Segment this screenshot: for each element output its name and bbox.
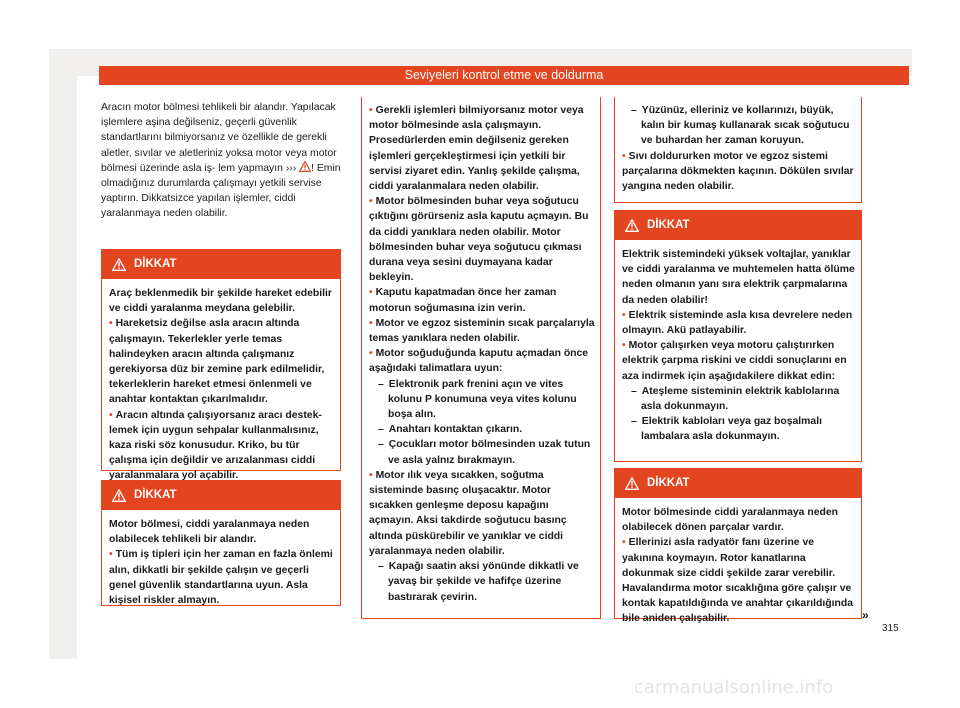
sub-item: – Anahtarı kontaktan çıkarın. (378, 424, 523, 436)
sub-item: – Ateşleme sisteminin elektrik kablolarına asla dokunmayın. (631, 385, 840, 413)
warning-header (615, 211, 861, 240)
section-title: Seviyeleri kontrol etme ve doldurma (404, 68, 604, 82)
sub-item: – Çocukları motor bölmesinden uzak tutun ve asla yalnız bırakmayın. (378, 439, 591, 466)
warning-body (622, 247, 856, 445)
bullet-item: • Motor soğuduğunda kaputu açmadan önce aşağıdaki talimatlara uyun: (369, 348, 589, 375)
sub-text: Elektronik park frenini açın ve vites kolunu P konumuna veya vites kolunu boşa alın. (388, 378, 577, 421)
warning-box-continued-2 (614, 97, 862, 203)
bullet-text: Motor ılık veya sıcakken, soğutma sisteminde basınç oluşacaktır. Motor sıcakken genleşme deposu kapağını açmayın. Aksi takdirde soğutucu basınç altında püskürebilir ve yanıklar ve ciddi yaralanmaya neden olabilir. (369, 469, 567, 557)
warning-intro: Elektrik sistemindeki yüksek voltajlar, yanıklar ve ciddi yaralanma ve muhtemelen hatta ölüme neden olmanın yanı sıra elektrik çarpmalarına da neden olabilir! (622, 249, 855, 306)
warning-label: DİKKAT (134, 489, 177, 501)
bullet-item: • Gerekli işlemleri bilmiyorsanız motor veya motor bölmesinde asla çalışmayın. Prosedürlerden emin değilseniz gereken işlemleri gerçekleştirmesi için yetkili bir servisi ziyaret edin. Yanlış şekilde çalışma, ciddi yaralanmalara neden olabilir. (369, 105, 584, 193)
warning-icon (625, 477, 639, 490)
bullet-item: • Kaputu kapatmadan önce her zaman motorun soğumasına izin verin. (369, 287, 557, 314)
sub-item: – Kapağı saatin aksi yönünde dikkatli ve yavaş bir şekilde ve hafifçe üzerine bastırarak çevirin. (378, 561, 579, 603)
bullet-item: • Hareketsiz değilse asla aracın altında çalışmayın. Tekerlekler yerle temas halindeyken aracın altında çalışmanız gerekiyorsa düz bir zemine park edilmelidir, tekerleklerin hareket etmesi önlenmeli ve anahtar kontaktan çıkarılmalıdır. (109, 318, 325, 406)
bullet-item: • Ellerinizi asla radyatör fanı üzerine ve yakınına koymayın. Rotor kanatlarına dokunmak size ciddi şekilde zarar verebilir. Havalandırma motor sıcaklığına göre çalışır ve kontak kapatıldığında ve anahtar çıkarıldığında bile aniden çalışabilir. (622, 537, 853, 625)
sub-item: – Elektrik kabloları veya gaz boşalmalı lambalara asla dokunmayın. (631, 416, 822, 443)
bullet-item: • Tüm iş tipleri için her zaman en fazla önlemi alın, dikkatli bir şekilde çalışın ve geçerli genel güvenlik standartlarına uyun. Asla kişisel riskler almayın. (109, 549, 333, 607)
intro-main: Aracın motor bölmesi tehlikeli bir alandır. Yapılacak işlemlere aşina değilseniz, geçerli güvenlik standartlarını bilmiyorsanız ve özellikle de gerekli aletler, sıvılar ve aletleriniz yoksa motor veya motor bölmesi üzerinde asla iş- lem yapmayın (101, 102, 337, 174)
bullet-text: Motor çalışırken veya motoru çalıştırırken elektrik çarpma riskini ve ciddi sonuçlarını en aza indirmek için aşağıdakilere dikkat edin: (622, 340, 847, 382)
warning-body (622, 505, 856, 627)
warning-header (102, 481, 340, 510)
warning-icon (625, 219, 639, 232)
sub-text: Kapağı saatin aksi yönünde dikkatli ve yavaş bir şekilde ve hafifçe üzerine bastırarak çevirin. (388, 561, 579, 603)
warning-box-2 (101, 480, 341, 606)
intro-text (101, 100, 343, 222)
warning-icon (112, 258, 126, 271)
sub-text: Anahtarı kontaktan çıkarın. (388, 424, 523, 436)
warning-header (102, 250, 340, 279)
warning-box-3 (614, 210, 862, 462)
warning-label: DİKKAT (647, 477, 690, 489)
bullet-text: Sıvı doldururken motor ve egzoz sistemi parçalarına dökmekten kaçının. Dökülen sıvılar yangına neden olabilir. (622, 150, 854, 193)
watermark: carmanualsonline.info (634, 677, 834, 698)
continued-marker: » (862, 608, 869, 622)
warning-box-1 (101, 249, 341, 482)
sub-text: Ateşleme sisteminin elektrik kablolarına asla dokunmayın. (641, 385, 840, 413)
reference-arrows: ››› (285, 162, 297, 174)
bullet-text: Ellerinizi asla radyatör fanı üzerine ve yakınına koymayın. Rotor kanatlarına dokunmak size ciddi şekilde zarar verebilir. Havalandırma motor sıcaklığına göre çalışır ve kontak kapatıldığında ve anahtar çıkarıldığında bile aniden çalışabilir. (622, 537, 853, 625)
bullet-text: Gerekli işlemleri bilmiyorsanız motor veya motor bölmesinde asla çalışmayın. Prosedürlerden emin değilseniz gereken işlemleri gerçekleştirmesi için yetkili bir servisi ziyaret edin. Yanlış şekilde çalışma, ciddi yaralanmalara neden olabilir. (369, 105, 584, 193)
warning-body (109, 517, 335, 608)
warning-label: DİKKAT (647, 219, 690, 231)
warning-box-continued (361, 97, 601, 619)
sub-text: Çocukları motor bölmesinden uzak tutun ve asla yalnız bırakmayın. (388, 439, 591, 466)
bullet-text: Aracın altında çalışıyorsanız aracı destek- lemek için uygun sehpalar kullanmalısınız, kaza riski söz konusudur. Kriko, bu tür çalışma için değildir ve arızalanması ciddi yaralanmalara yol açabilir. (109, 409, 322, 482)
warning-intro: Motor bölmesinde ciddi yaralanmaya neden olabilecek dönen parçalar vardır. (622, 507, 838, 534)
warning-icon (112, 489, 126, 502)
page-number: 315 (882, 623, 899, 634)
bullet-text: Motor bölmesinden buhar veya soğutucu çıktığını görürseniz asla kaputu açmayın. Bu da ciddi yanıklara neden olabilir. Motor bölmesinden buhar veya soğutucu çıkması durana veya sesini duymayana kadar bekleyin. (369, 196, 589, 284)
warning-intro: Motor bölmesi, ciddi yaralanmaya neden olabilecek tehlikeli bir alandır. (109, 519, 310, 546)
bullet-text: Motor ve egzoz sisteminin sıcak parçalarıyla temas yanıklara neden olabilir. (369, 317, 595, 345)
warning-body (109, 286, 335, 484)
section-title-bar (99, 66, 909, 85)
warning-header (615, 469, 861, 498)
bullet-item: • Sıvı doldururken motor ve egzoz sistemi parçalarına dökmekten kaçının. Dökülen sıvılar yangına neden olabilir. (622, 150, 854, 193)
warning-box-4 (614, 468, 862, 625)
bullet-item: • Motor ılık veya sıcakken, soğutma sisteminde basınç oluşacaktır. Motor sıcakken genleşme deposu kapağını açmayın. Aksi takdirde soğutucu basınç altında püskürebilir ve yanıklar ve ciddi yaralanmaya neden olabilir. (369, 469, 567, 557)
bullet-text: Elektrik sisteminde asla kısa devrelere neden olmayın. Akü patlayabilir. (622, 309, 853, 337)
sub-item: – Yüzünüz, elleriniz ve kollarınızı, büyük, kalın bir kumaş kullanarak sıcak soğutucu ve buhardan her zaman koruyun. (631, 105, 850, 147)
bullet-text: Motor soğuduğunda kaputu açmadan önce aşağıdaki talimatlara uyun: (369, 348, 589, 375)
bullet-item: • Motor bölmesinden buhar veya soğutucu çıktığını görürseniz asla kaputu açmayın. Bu da ciddi yanıklara neden olabilir. Motor bölmesinden buhar veya soğutucu çıkması durana veya sesini duymayana kadar bekleyin. (369, 196, 589, 284)
bullet-item: • Aracın altında çalışıyorsanız aracı destek- lemek için uygun sehpalar kullanmalısınız, kaza riski söz konusudur. Kriko, bu tür çalışma için değildir ve arızalanması ciddi yaralanmalara yol açabilir. (109, 409, 322, 482)
bullet-text: Hareketsiz değilse asla aracın altında çalışmayın. Tekerlekler yerle temas halindeyken aracın altında çalışmanız gerekiyorsa düz bir zemine park edilmelidir, tekerleklerin hareket etmesi önlenmeli ve anahtar kontaktan çıkarılmalıdır. (109, 318, 325, 406)
bullet-item: • Motor çalışırken veya motoru çalıştırırken elektrik çarpma riskini ve ciddi sonuçlarını en aza indirmek için aşağıdakilere dikkat edin: (622, 340, 847, 382)
sub-item: – Elektronik park frenini açın ve vites kolunu P konumuna veya vites kolunu boşa alın. (378, 378, 577, 421)
bullet-text: Kaputu kapatmadan önce her zaman motorun soğumasına izin verin. (369, 287, 557, 314)
warning-body (622, 103, 856, 194)
intro-after: ! Emin olmadığınız durumlarda çalışmayı yetkili servise yaptırın. Dikkatsizce yapılan işlemler, ciddi yaralanmaya neden olabilir. (101, 162, 341, 220)
sub-text: Elektrik kabloları veya gaz boşalmalı lambalara asla dokunmayın. (641, 416, 822, 443)
warning-icon (299, 161, 311, 172)
warning-label: DİKKAT (134, 258, 177, 270)
bullet-text: Tüm iş tipleri için her zaman en fazla önlemi alın, dikkatli bir şekilde çalışın ve geçerli genel güvenlik standartlarına uyun. Asla kişisel riskler almayın. (109, 549, 333, 607)
bullet-item: • Elektrik sisteminde asla kısa devrelere neden olmayın. Akü patlayabilir. (622, 309, 853, 337)
sub-text: Yüzünüz, elleriniz ve kollarınızı, büyük, kalın bir kumaş kullanarak sıcak soğutucu ve buhardan her zaman koruyun. (641, 105, 850, 147)
bullet-item: • Motor ve egzoz sisteminin sıcak parçalarıyla temas yanıklara neden olabilir. (369, 317, 595, 345)
warning-body (369, 103, 595, 605)
warning-intro: Araç beklenmedik bir şekilde hareket edebilir ve ciddi yaralanma meydana gelebilir. (109, 288, 332, 315)
